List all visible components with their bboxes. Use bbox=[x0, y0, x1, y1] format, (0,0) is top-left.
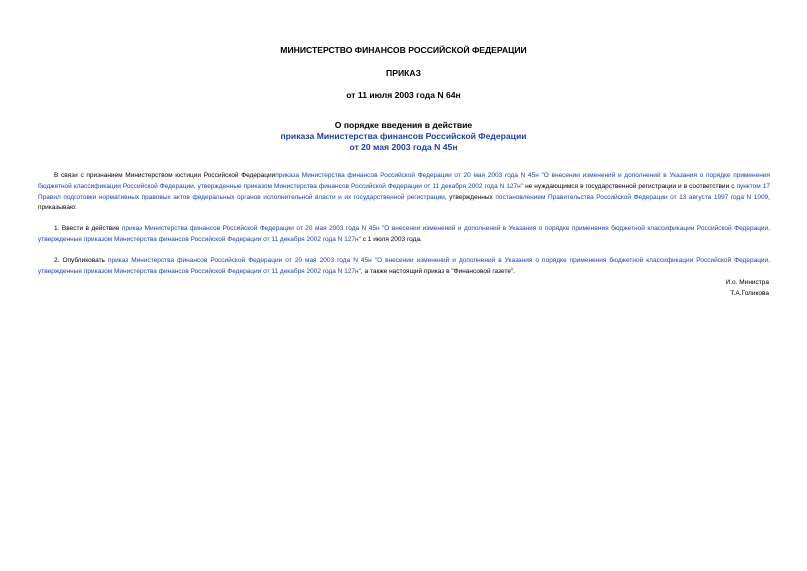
subject-link-line-1[interactable] bbox=[0, 131, 807, 142]
preamble-resolution-link[interactable]: постановлением Правительства Российской Федерации от 13 августа 1997 года N 1009 bbox=[495, 193, 769, 201]
preamble-text-3: , утвержденных bbox=[444, 193, 496, 201]
signature-position: И.о. Министра bbox=[725, 279, 769, 286]
signature-name: Т.А.Голикова bbox=[730, 290, 769, 297]
item-1-text-1: 1. Ввести в действие bbox=[54, 225, 122, 232]
preamble-text-2: не нуждающимся в государственной регистрации и в соответствии с bbox=[523, 182, 737, 190]
document-type: ПРИКАЗ bbox=[386, 68, 421, 78]
item-1-order-link[interactable]: приказ Министерства финансов Российской Федерации от 20 мая 2003 года N 45н "О внесении изменений и дополнений в Указания о порядке применения бюджетной классификации Российской Федерации, утвержденные приказом Министерства финансов Российской Федерации от 11 декабря 2002 года N 127н" bbox=[38, 225, 770, 243]
subject-link-1[interactable]: приказа Министерства финансов Российской Федерации bbox=[280, 131, 527, 141]
subject-link-2[interactable]: от 20 мая 2003 года N 45н bbox=[349, 142, 458, 152]
item-2-paragraph bbox=[38, 256, 770, 278]
subject-link-line-2[interactable] bbox=[0, 142, 807, 153]
subject-heading: О порядке введения в действие bbox=[334, 120, 473, 130]
document-date: от 11 июля 2003 года N 64н bbox=[346, 90, 461, 100]
ministry-title: МИНИСТЕРСТВО ФИНАНСОВ РОССИЙСКОЙ ФЕДЕРАЦИИ bbox=[280, 45, 527, 55]
item-1-paragraph bbox=[38, 224, 770, 246]
item-2-text-2: , а также настоящий приказ в "Финансовой газете". bbox=[360, 267, 516, 275]
preamble-order-link[interactable]: приказа Министерства финансов Российской Федерации от 20 мая 2003 года N 45н "О внесении изменений и дополнений в Указания о порядке применения бюджетной классификации Российской Федерации, утвержденные приказом Министерства финансов Российской Федерации от 11 декабря 2002 года N 127н" bbox=[38, 172, 770, 190]
preamble-rules-link[interactable]: пунктом 17 Правил подготовки нормативных правовых актов федеральных органов исполнительной власти и их государственной регистрации bbox=[38, 182, 770, 201]
item-2-order-link[interactable]: приказ Министерства финансов Российской Федерации от 20 мая 2003 года N 45н "О внесении изменений и дополнений в Указания о порядке применения бюджетной классификации Российской Федерации, утвержденные приказом Министерства финансов Российской Федерации от 11 декабря 2002 года N 127н" bbox=[38, 257, 770, 275]
preamble-paragraph bbox=[38, 171, 770, 214]
preamble-text-1: В связи с признанием Министерством юстиции Российской Федерации bbox=[54, 172, 276, 179]
item-1-text-2: с 1 июля 2003 года. bbox=[360, 235, 422, 243]
preamble-text-4: , приказываю: bbox=[38, 193, 770, 212]
item-2-text-1: 2. Опубликовать bbox=[54, 257, 108, 264]
